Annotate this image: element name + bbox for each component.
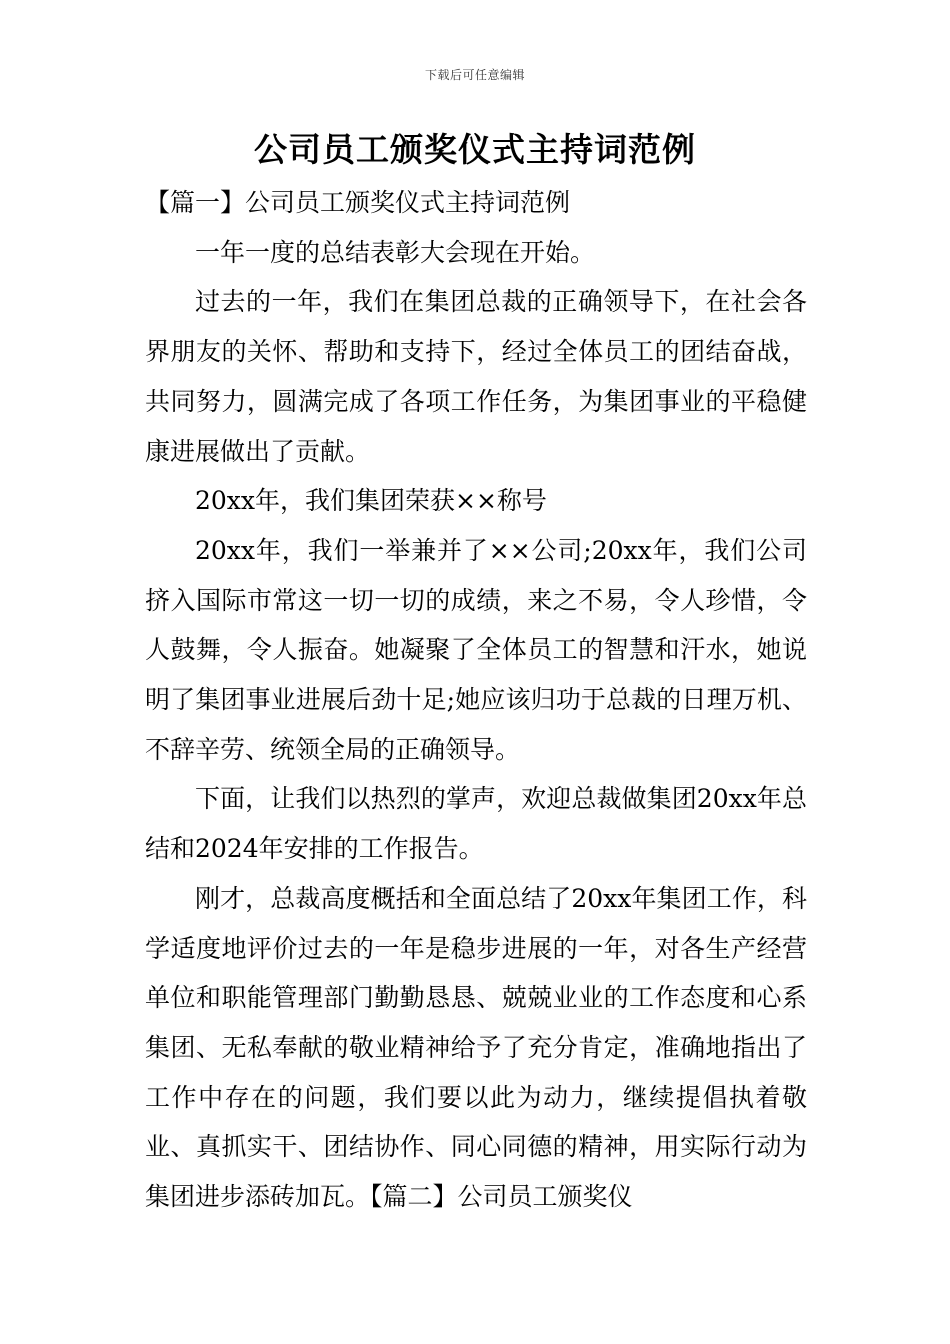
paragraph-4: 20xx年，我们一举兼并了××公司;20xx年，我们公司挤入国际市常这一切一切的成绩，来之不易，令人珍惜，令人鼓舞，令人振奋。她凝聚了全体员工的智慧和汗水，她说明了集团事业进展后劲十足;她应该归功于总裁的日理万机、不辞辛劳、统领全局的正确领导。: [145, 535, 807, 764]
paragraph-3: 20xx年，我们集团荣获××称号: [195, 486, 547, 516]
section-heading: 【篇一】公司员工颁奖仪式主持词范例: [145, 188, 571, 217]
paragraph-5: 下面，让我们以热烈的掌声，欢迎总裁做集团20xx年总结和2024年安排的工作报告。: [145, 784, 807, 864]
header-note: 下载后可任意编辑: [424, 68, 525, 82]
paragraph-1: 一年一度的总结表彰大会现在开始。: [195, 237, 596, 267]
document-body: [145, 178, 807, 1222]
paragraph-6: 刚才，总裁高度概括和全面总结了20xx年集团工作，科学适度地评价过去的一年是稳步进展的一年，对各生产经营单位和职能管理部门勤勤恳恳、兢兢业业的工作态度和心系集团、无私奉献的敬业精神给予了充分肯定，准确地指出了工作中存在的问题，我们要以此为动力，继续提倡执着敬业、真抓实干、团结协作、同心同德的精神，用实际行动为集团进步添砖加瓦。【篇二】公司员工颁奖仪: [145, 883, 807, 1212]
document-title: 公司员工颁奖仪式主持词范例: [254, 130, 696, 169]
paragraph-2: 过去的一年，我们在集团总裁的正确领导下，在社会各界朋友的关怀、帮助和支持下，经过全体员工的团结奋战，共同努力，圆满完成了各项工作任务，为集团事业的平稳健康进展做出了贡献。: [145, 287, 807, 466]
